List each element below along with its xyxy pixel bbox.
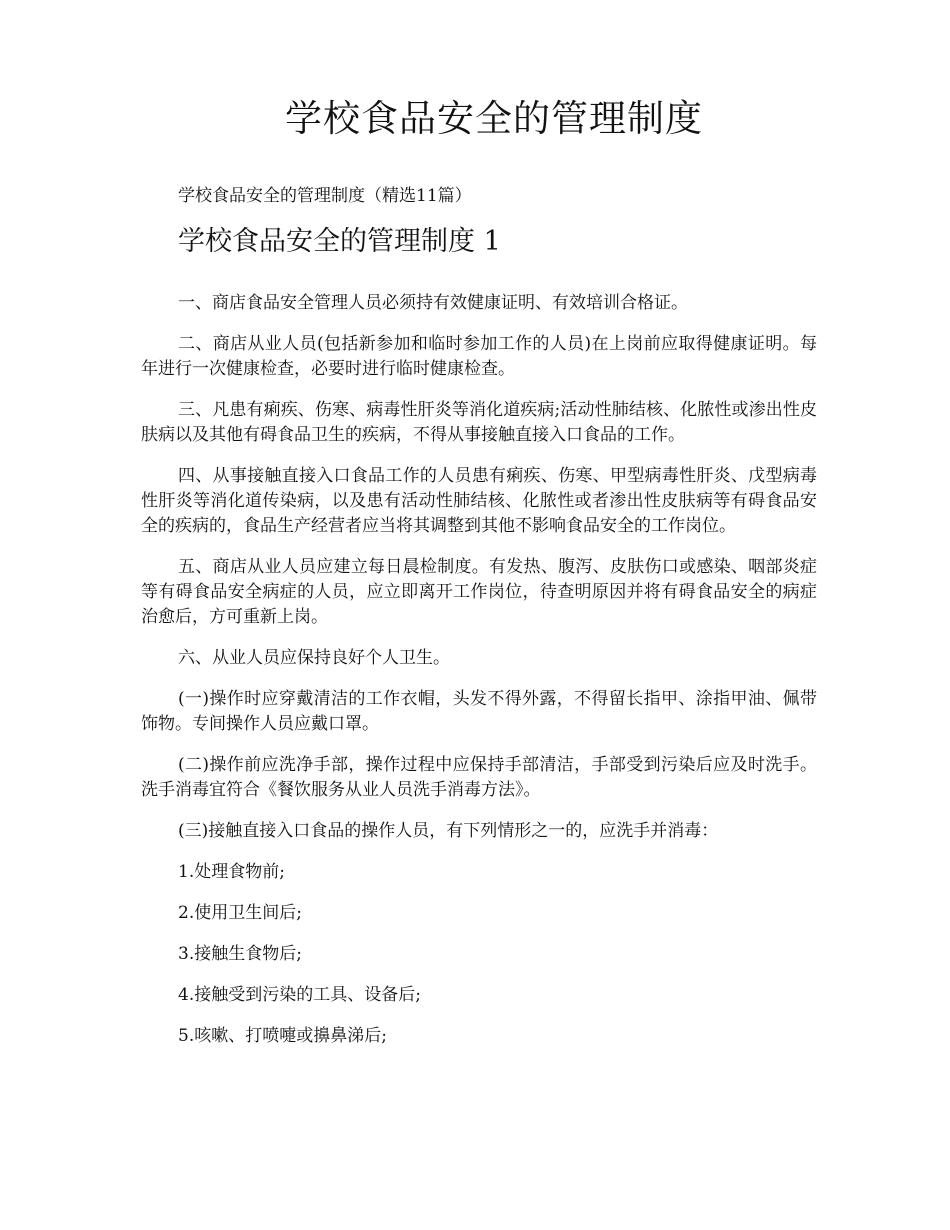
paragraph: (三)接触直接入口食品的操作人员，有下列情形之一的，应洗手并消毒： [178, 821, 719, 841]
paragraph: 四、从事接触直接入口食品工作的人员患有痢疾、伤寒、甲型病毒性肝炎、戊型病毒性肝炎等消化道传染病，以及患有活动性肺结核、化脓性或者渗出性皮肤病等有碍食品安全的疾病的，食品生产经营者应当将其调整到其他不影响食品安全的工作岗位。 [141, 466, 817, 536]
paragraph: (二)操作前应洗净手部，操作过程中应保持手部清洁，手部受到污染后应及时洗手。洗手消毒宜符合《餐饮服务从业人员洗手消毒方法》。 [141, 755, 817, 800]
list-item: 5.咳嗽、打喷嚏或擤鼻涕后; [178, 1026, 387, 1046]
list-item: 4.接触受到污染的工具、设备后; [178, 985, 421, 1005]
paragraph: 五、商店从业人员应建立每日晨检制度。有发热、腹泻、皮肤伤口或感染、咽部炎症等有碍食品安全病症的人员，应立即离开工作岗位，待查明原因并将有碍食品安全的病症治愈后，方可重新上岗。 [141, 557, 817, 627]
paragraph: 六、从业人员应保持良好个人卫生。 [178, 648, 450, 668]
document-subtitle: 学校食品安全的管理制度（精选11篇） [178, 186, 472, 206]
list-item: 2.使用卫生间后; [178, 903, 302, 923]
paragraph: (一)操作时应穿戴清洁的工作衣帽，头发不得外露，不得留长指甲、涂指甲油、佩带饰物。专间操作人员应戴口罩。 [141, 689, 817, 734]
document-body [141, 291, 817, 1065]
paragraph: 二、商店从业人员(包括新参加和临时参加工作的人员)在上岗前应取得健康证明。每年进行一次健康检查，必要时进行临时健康检查。 [141, 334, 817, 379]
list-item: 3.接触生食物后; [178, 944, 302, 964]
section-heading: 学校食品安全的管理制度 1 [178, 226, 501, 257]
list-item: 1.处理食物前; [178, 862, 285, 882]
document-title: 学校食品安全的管理制度 [285, 97, 703, 140]
paragraph: 一、商店食品安全管理人员必须持有效健康证明、有效培训合格证。 [178, 293, 688, 313]
paragraph: 三、凡患有痢疾、伤寒、病毒性肝炎等消化道疾病;活动性肺结核、化脓性或渗出性皮肤病以及其他有碍食品卫生的疾病，不得从事接触直接入口食品的工作。 [141, 400, 817, 445]
